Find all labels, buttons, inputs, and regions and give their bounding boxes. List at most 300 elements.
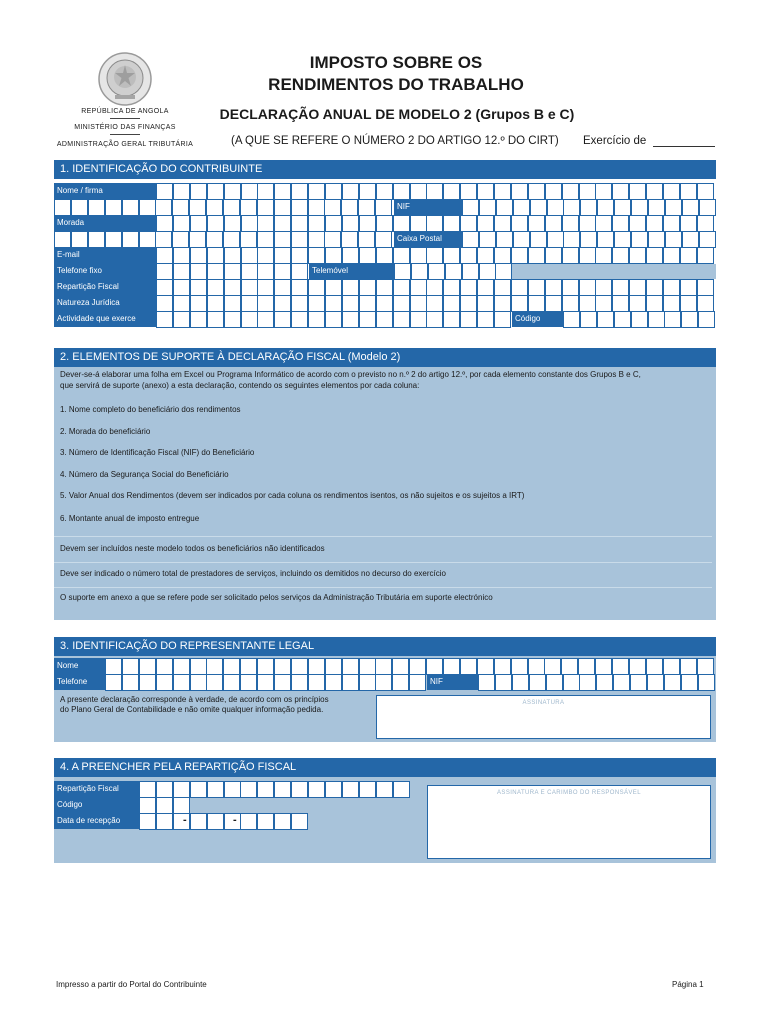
input-cell[interactable]: [241, 295, 258, 312]
input-cell[interactable]: [173, 215, 190, 232]
input-cell[interactable]: [613, 674, 630, 691]
input-cell[interactable]: [173, 658, 190, 675]
input-cell[interactable]: [257, 295, 274, 312]
input-cell[interactable]: [257, 674, 274, 691]
input-cell[interactable]: [206, 674, 223, 691]
input-cell[interactable]: [291, 311, 308, 328]
input-cell[interactable]: [88, 199, 105, 216]
input-cell[interactable]: [597, 199, 614, 216]
input-cell[interactable]: [410, 295, 427, 312]
input-cell[interactable]: [494, 247, 511, 264]
input-cell[interactable]: [190, 658, 207, 675]
input-cell[interactable]: [596, 674, 613, 691]
input-cell[interactable]: [190, 279, 207, 296]
input-cell[interactable]: [206, 658, 223, 675]
input-cell[interactable]: [88, 231, 105, 248]
input-cell[interactable]: [105, 658, 122, 675]
input-cell[interactable]: [426, 183, 443, 200]
input-cell[interactable]: [240, 813, 257, 830]
input-cell[interactable]: [291, 279, 308, 296]
input-cell[interactable]: [308, 215, 325, 232]
input-cell[interactable]: [358, 199, 375, 216]
input-cell[interactable]: [156, 311, 173, 328]
input-cell[interactable]: [291, 199, 308, 216]
input-cell[interactable]: [207, 781, 224, 798]
input-cell[interactable]: [580, 311, 597, 328]
input-cell[interactable]: [562, 215, 579, 232]
input-cell[interactable]: [460, 658, 477, 675]
input-cell[interactable]: [139, 231, 156, 248]
input-cell[interactable]: [680, 247, 697, 264]
input-cell[interactable]: [376, 311, 393, 328]
input-cell[interactable]: [629, 215, 646, 232]
input-cell[interactable]: [173, 311, 190, 328]
input-cell[interactable]: [579, 247, 596, 264]
input-cell[interactable]: [324, 199, 341, 216]
input-cell[interactable]: [545, 183, 562, 200]
input-cell[interactable]: [511, 279, 528, 296]
input-cell[interactable]: [562, 295, 579, 312]
input-cell[interactable]: [341, 231, 358, 248]
input-cell[interactable]: [240, 199, 257, 216]
input-cell[interactable]: [631, 231, 648, 248]
input-cell[interactable]: [393, 183, 410, 200]
input-cell[interactable]: [410, 311, 427, 328]
input-cell[interactable]: [595, 279, 612, 296]
input-cell[interactable]: [563, 674, 580, 691]
input-cell[interactable]: [460, 183, 477, 200]
input-cell[interactable]: [595, 658, 612, 675]
input-cell[interactable]: [460, 215, 477, 232]
input-cell[interactable]: [579, 295, 596, 312]
input-cell[interactable]: [545, 295, 562, 312]
input-cell[interactable]: [664, 311, 681, 328]
input-cell[interactable]: [325, 311, 342, 328]
input-cell[interactable]: [697, 215, 714, 232]
input-cell[interactable]: [122, 658, 139, 675]
input-cell[interactable]: [206, 199, 223, 216]
input-cell[interactable]: [139, 781, 156, 798]
input-cell[interactable]: [274, 231, 291, 248]
input-cell[interactable]: [663, 215, 680, 232]
input-cell[interactable]: [240, 781, 257, 798]
input-cell[interactable]: [496, 199, 513, 216]
input-cell[interactable]: [597, 231, 614, 248]
input-cell[interactable]: [257, 247, 274, 264]
input-cell[interactable]: [513, 199, 530, 216]
input-cell[interactable]: [173, 797, 190, 814]
input-cell[interactable]: [325, 215, 342, 232]
input-cell[interactable]: [342, 781, 359, 798]
input-cell[interactable]: [663, 658, 680, 675]
input-cell[interactable]: [122, 674, 139, 691]
input-cell[interactable]: [697, 183, 714, 200]
input-cell[interactable]: [697, 247, 714, 264]
input-cell[interactable]: [190, 247, 207, 264]
input-cell[interactable]: [224, 279, 241, 296]
input-cell[interactable]: [477, 279, 494, 296]
input-cell[interactable]: [682, 199, 699, 216]
input-cell[interactable]: [291, 658, 308, 675]
input-cell[interactable]: [479, 231, 496, 248]
input-cell[interactable]: [580, 231, 597, 248]
signature-field[interactable]: [376, 695, 711, 739]
input-cell[interactable]: [410, 215, 427, 232]
input-cell[interactable]: [173, 279, 190, 296]
input-cell[interactable]: [224, 247, 241, 264]
input-cell[interactable]: [580, 199, 597, 216]
input-cell[interactable]: [155, 199, 172, 216]
input-cell[interactable]: [291, 813, 308, 830]
input-cell[interactable]: [460, 279, 477, 296]
input-cell[interactable]: [612, 279, 629, 296]
input-cell[interactable]: [359, 295, 376, 312]
input-cell[interactable]: [324, 231, 341, 248]
input-cell[interactable]: [579, 279, 596, 296]
input-cell[interactable]: [631, 199, 648, 216]
input-cell[interactable]: [223, 199, 240, 216]
input-cell[interactable]: [681, 311, 698, 328]
input-cell[interactable]: [156, 279, 173, 296]
input-cell[interactable]: [392, 658, 409, 675]
input-cell[interactable]: [308, 183, 325, 200]
input-cell[interactable]: [579, 674, 596, 691]
input-cell[interactable]: [241, 279, 258, 296]
input-cell[interactable]: [291, 674, 308, 691]
input-cell[interactable]: [241, 311, 258, 328]
input-cell[interactable]: [207, 263, 224, 280]
input-cell[interactable]: [697, 658, 714, 675]
input-cell[interactable]: [257, 183, 274, 200]
input-cell[interactable]: [614, 311, 631, 328]
input-cell[interactable]: [477, 658, 494, 675]
input-cell[interactable]: [54, 231, 71, 248]
input-cell[interactable]: [595, 247, 612, 264]
input-cell[interactable]: [308, 199, 325, 216]
input-cell[interactable]: [562, 183, 579, 200]
input-cell[interactable]: [257, 311, 274, 328]
input-cell[interactable]: [274, 311, 291, 328]
input-cell[interactable]: [308, 674, 325, 691]
input-cell[interactable]: [342, 183, 359, 200]
input-cell[interactable]: [478, 674, 495, 691]
input-cell[interactable]: [681, 674, 698, 691]
input-cell[interactable]: [460, 295, 477, 312]
input-cell[interactable]: [274, 295, 291, 312]
input-cell[interactable]: [663, 183, 680, 200]
input-cell[interactable]: [663, 247, 680, 264]
input-cell[interactable]: [680, 183, 697, 200]
input-cell[interactable]: [579, 183, 596, 200]
input-cell[interactable]: [680, 215, 697, 232]
input-cell[interactable]: [173, 247, 190, 264]
input-cell[interactable]: [308, 781, 325, 798]
input-cell[interactable]: [376, 183, 393, 200]
input-cell[interactable]: [646, 658, 663, 675]
input-cell[interactable]: [291, 781, 308, 798]
input-cell[interactable]: [426, 311, 443, 328]
input-cell[interactable]: [257, 781, 274, 798]
input-cell[interactable]: [308, 279, 325, 296]
input-cell[interactable]: [274, 247, 291, 264]
input-cell[interactable]: [342, 247, 359, 264]
input-cell[interactable]: [156, 781, 173, 798]
input-cell[interactable]: [426, 295, 443, 312]
input-cell[interactable]: [426, 658, 443, 675]
input-cell[interactable]: [530, 199, 547, 216]
input-cell[interactable]: [241, 247, 258, 264]
input-cell[interactable]: [699, 231, 716, 248]
input-cell[interactable]: [139, 813, 156, 830]
input-cell[interactable]: [71, 199, 88, 216]
input-cell[interactable]: [697, 279, 714, 296]
input-cell[interactable]: [647, 674, 664, 691]
input-cell[interactable]: [697, 295, 714, 312]
input-cell[interactable]: [561, 658, 578, 675]
input-cell[interactable]: [207, 311, 224, 328]
input-cell[interactable]: [578, 658, 595, 675]
input-cell[interactable]: [359, 781, 376, 798]
input-cell[interactable]: [646, 247, 663, 264]
input-cell[interactable]: [257, 199, 274, 216]
input-cell[interactable]: [479, 199, 496, 216]
input-cell[interactable]: [477, 215, 494, 232]
input-cell[interactable]: [223, 674, 240, 691]
input-cell[interactable]: [359, 674, 376, 691]
input-cell[interactable]: [359, 311, 376, 328]
input-cell[interactable]: [409, 674, 426, 691]
input-cell[interactable]: [511, 658, 528, 675]
input-cell[interactable]: [545, 279, 562, 296]
input-cell[interactable]: [139, 797, 156, 814]
input-cell[interactable]: [494, 215, 511, 232]
input-cell[interactable]: [648, 199, 665, 216]
input-cell[interactable]: [325, 674, 342, 691]
input-cell[interactable]: [308, 231, 325, 248]
input-cell[interactable]: [614, 199, 631, 216]
input-cell[interactable]: [563, 231, 580, 248]
input-cell[interactable]: [443, 215, 460, 232]
input-cell[interactable]: [477, 295, 494, 312]
input-cell[interactable]: [579, 215, 596, 232]
input-cell[interactable]: [325, 247, 342, 264]
input-cell[interactable]: [614, 231, 631, 248]
input-cell[interactable]: [342, 674, 359, 691]
input-cell[interactable]: [156, 295, 173, 312]
input-cell[interactable]: [359, 247, 376, 264]
input-cell[interactable]: [597, 311, 614, 328]
input-cell[interactable]: [443, 658, 460, 675]
input-cell[interactable]: [240, 658, 257, 675]
input-cell[interactable]: [443, 311, 460, 328]
input-cell[interactable]: [359, 183, 376, 200]
input-cell[interactable]: [207, 215, 224, 232]
input-cell[interactable]: [207, 813, 224, 830]
input-cell[interactable]: [547, 199, 564, 216]
input-cell[interactable]: [257, 215, 274, 232]
input-cell[interactable]: [646, 215, 663, 232]
input-cell[interactable]: [410, 279, 427, 296]
input-cell[interactable]: [529, 674, 546, 691]
input-cell[interactable]: [291, 215, 308, 232]
input-cell[interactable]: [274, 658, 291, 675]
input-cell[interactable]: [393, 215, 410, 232]
input-cell[interactable]: [462, 263, 479, 280]
input-cell[interactable]: [156, 658, 173, 675]
input-cell[interactable]: [274, 781, 291, 798]
input-cell[interactable]: [325, 183, 342, 200]
input-cell[interactable]: [545, 247, 562, 264]
input-cell[interactable]: [460, 247, 477, 264]
input-cell[interactable]: [308, 295, 325, 312]
input-cell[interactable]: [528, 215, 545, 232]
input-cell[interactable]: [241, 215, 258, 232]
input-cell[interactable]: [680, 295, 697, 312]
input-cell[interactable]: [173, 263, 190, 280]
input-cell[interactable]: [172, 199, 189, 216]
input-cell[interactable]: [630, 674, 647, 691]
input-cell[interactable]: [240, 674, 257, 691]
input-cell[interactable]: [663, 295, 680, 312]
office-signature-field[interactable]: [427, 785, 711, 859]
input-cell[interactable]: [612, 247, 629, 264]
input-cell[interactable]: [223, 231, 240, 248]
input-cell[interactable]: [274, 263, 291, 280]
input-cell[interactable]: [156, 247, 173, 264]
input-cell[interactable]: [189, 231, 206, 248]
input-cell[interactable]: [122, 199, 139, 216]
input-cell[interactable]: [546, 674, 563, 691]
input-cell[interactable]: [462, 199, 479, 216]
input-cell[interactable]: [698, 311, 715, 328]
input-cell[interactable]: [341, 199, 358, 216]
input-cell[interactable]: [426, 279, 443, 296]
input-cell[interactable]: [410, 183, 427, 200]
input-cell[interactable]: [562, 279, 579, 296]
input-cell[interactable]: [663, 279, 680, 296]
input-cell[interactable]: [308, 247, 325, 264]
input-cell[interactable]: [308, 311, 325, 328]
input-cell[interactable]: [173, 295, 190, 312]
input-cell[interactable]: [376, 247, 393, 264]
input-cell[interactable]: [545, 215, 562, 232]
input-cell[interactable]: [646, 279, 663, 296]
input-cell[interactable]: [291, 183, 308, 200]
input-cell[interactable]: [376, 215, 393, 232]
input-cell[interactable]: [241, 183, 258, 200]
input-cell[interactable]: [544, 658, 561, 675]
input-cell[interactable]: [224, 311, 241, 328]
input-cell[interactable]: [190, 215, 207, 232]
input-cell[interactable]: [629, 658, 646, 675]
input-cell[interactable]: [595, 215, 612, 232]
input-cell[interactable]: [443, 295, 460, 312]
input-cell[interactable]: [511, 247, 528, 264]
input-cell[interactable]: [426, 247, 443, 264]
input-cell[interactable]: [190, 263, 207, 280]
input-cell[interactable]: [257, 658, 274, 675]
input-cell[interactable]: [342, 311, 359, 328]
input-cell[interactable]: [224, 183, 241, 200]
input-cell[interactable]: [207, 183, 224, 200]
input-cell[interactable]: [528, 658, 545, 675]
input-cell[interactable]: [511, 183, 528, 200]
input-cell[interactable]: [257, 231, 274, 248]
input-cell[interactable]: [190, 781, 207, 798]
input-cell[interactable]: [494, 279, 511, 296]
input-cell[interactable]: [325, 781, 342, 798]
input-cell[interactable]: [445, 263, 462, 280]
input-cell[interactable]: [257, 279, 274, 296]
input-cell[interactable]: [190, 813, 207, 830]
exercise-field[interactable]: [653, 146, 715, 147]
input-cell[interactable]: [595, 183, 612, 200]
input-cell[interactable]: [528, 279, 545, 296]
input-cell[interactable]: [477, 311, 494, 328]
input-cell[interactable]: [207, 279, 224, 296]
input-cell[interactable]: [376, 279, 393, 296]
input-cell[interactable]: [410, 247, 427, 264]
input-cell[interactable]: [411, 263, 428, 280]
input-cell[interactable]: [375, 658, 392, 675]
input-cell[interactable]: [224, 295, 241, 312]
input-cell[interactable]: [494, 295, 511, 312]
input-cell[interactable]: [224, 215, 241, 232]
input-cell[interactable]: [443, 279, 460, 296]
input-cell[interactable]: [460, 311, 477, 328]
input-cell[interactable]: [291, 231, 308, 248]
input-cell[interactable]: [359, 215, 376, 232]
input-cell[interactable]: [308, 658, 325, 675]
input-cell[interactable]: [547, 231, 564, 248]
input-cell[interactable]: [477, 247, 494, 264]
input-cell[interactable]: [393, 279, 410, 296]
input-cell[interactable]: [291, 263, 308, 280]
input-cell[interactable]: [274, 813, 291, 830]
input-cell[interactable]: [462, 231, 479, 248]
input-cell[interactable]: [646, 295, 663, 312]
input-cell[interactable]: [426, 215, 443, 232]
input-cell[interactable]: [156, 813, 173, 830]
input-cell[interactable]: [274, 279, 291, 296]
input-cell[interactable]: [612, 183, 629, 200]
input-cell[interactable]: [342, 215, 359, 232]
input-cell[interactable]: [682, 231, 699, 248]
input-cell[interactable]: [342, 279, 359, 296]
input-cell[interactable]: [512, 674, 529, 691]
input-cell[interactable]: [528, 183, 545, 200]
input-cell[interactable]: [342, 658, 359, 675]
input-cell[interactable]: [496, 231, 513, 248]
input-cell[interactable]: [274, 215, 291, 232]
input-cell[interactable]: [139, 658, 156, 675]
input-cell[interactable]: [612, 295, 629, 312]
input-cell[interactable]: [629, 279, 646, 296]
input-cell[interactable]: [443, 183, 460, 200]
input-cell[interactable]: [190, 674, 207, 691]
input-cell[interactable]: [156, 797, 173, 814]
input-cell[interactable]: [665, 231, 682, 248]
input-cell[interactable]: [428, 263, 445, 280]
input-cell[interactable]: [665, 199, 682, 216]
input-cell[interactable]: [393, 247, 410, 264]
input-cell[interactable]: [173, 674, 190, 691]
input-cell[interactable]: [648, 311, 665, 328]
input-cell[interactable]: [595, 295, 612, 312]
input-cell[interactable]: [189, 199, 206, 216]
input-cell[interactable]: [629, 295, 646, 312]
input-cell[interactable]: [257, 813, 274, 830]
